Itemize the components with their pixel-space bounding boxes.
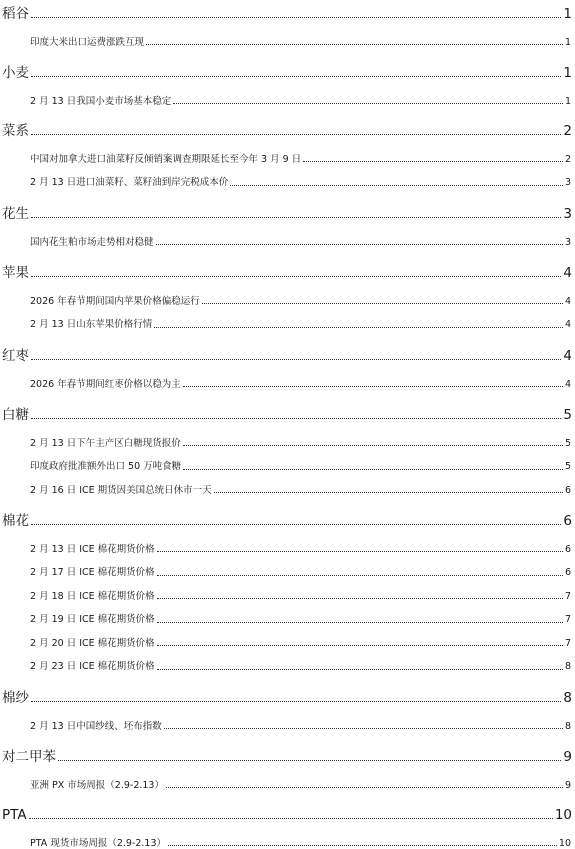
toc-section-title: 棉纱 bbox=[2, 689, 29, 706]
toc-section[interactable] bbox=[2, 804, 572, 822]
toc-entry[interactable] bbox=[30, 635, 571, 648]
toc-entry-title: 中国对加拿大进口油菜籽反倾销案调查期限延长至今年 3 月 9 日 bbox=[30, 153, 302, 165]
dot-leader bbox=[183, 445, 563, 446]
toc-section-title: 苹果 bbox=[2, 264, 29, 281]
toc-entry[interactable] bbox=[30, 718, 571, 731]
toc-entry-title: 印度大米出口运费涨跌互现 bbox=[30, 36, 145, 48]
toc-entry-page: 3 bbox=[564, 236, 571, 248]
toc-entry-title: 印度政府批准额外出口 50 万吨食糖 bbox=[30, 461, 182, 472]
toc-entry-page: 6 bbox=[564, 567, 571, 578]
toc-section[interactable] bbox=[2, 404, 572, 422]
dot-leader bbox=[166, 787, 563, 788]
dot-leader bbox=[157, 551, 563, 552]
toc-section-page: 8 bbox=[563, 689, 572, 706]
toc-section-title: 白糖 bbox=[2, 406, 29, 423]
toc-entry[interactable] bbox=[30, 293, 571, 306]
toc-entry[interactable] bbox=[30, 435, 571, 448]
toc-entry-title: 2 月 13 日山东苹果价格行情 bbox=[30, 319, 153, 330]
toc-entry-page: 1 bbox=[564, 36, 571, 48]
toc-entry-page: 7 bbox=[564, 590, 571, 602]
dot-leader bbox=[31, 217, 561, 218]
toc-entry-page: 4 bbox=[564, 319, 571, 330]
toc-section-page: 6 bbox=[563, 512, 572, 529]
toc-section[interactable] bbox=[2, 687, 572, 705]
dot-leader bbox=[31, 134, 561, 135]
toc-entry-page: 6 bbox=[564, 484, 571, 496]
toc-entry-title: 2 月 18 日 ICE 棉花期货价格 bbox=[30, 590, 155, 602]
toc-entry-title: 2 月 16 日 ICE 期货因美国总统日休市一天 bbox=[30, 484, 212, 496]
toc-entry[interactable] bbox=[30, 835, 571, 848]
dot-leader bbox=[173, 103, 563, 104]
toc-section-title: 对二甲苯 bbox=[2, 748, 56, 765]
toc-entry-title: 国内花生粕市场走势相对稳健 bbox=[30, 236, 154, 248]
toc-entry-title: 2 月 13 日下午主产区白糖现货报价 bbox=[30, 437, 181, 449]
toc-section-page: 1 bbox=[563, 5, 572, 22]
dot-leader bbox=[31, 17, 561, 18]
toc-section-page: 10 bbox=[554, 806, 572, 823]
toc-entry-page: 10 bbox=[558, 837, 571, 849]
toc-entry[interactable] bbox=[30, 612, 571, 625]
toc-entry[interactable] bbox=[30, 234, 571, 247]
toc-entry-title: PTA 现货市场周报（2.9-2.13） bbox=[30, 837, 167, 849]
toc-entry-title: 2 月 17 日 ICE 棉花期货价格 bbox=[30, 567, 155, 578]
toc-entry-page: 1 bbox=[564, 95, 571, 107]
toc-entry-page: 4 bbox=[564, 295, 571, 307]
toc-section-title: 花生 bbox=[2, 205, 29, 222]
toc-section[interactable] bbox=[2, 510, 572, 528]
toc-entry-title: 2 月 13 日中国纱线、坯布指数 bbox=[30, 720, 162, 732]
dot-leader bbox=[31, 701, 561, 702]
dot-leader bbox=[164, 728, 563, 729]
toc-entry[interactable] bbox=[30, 34, 571, 47]
toc-entry[interactable] bbox=[30, 482, 571, 495]
dot-leader bbox=[303, 161, 563, 162]
toc-entry[interactable] bbox=[30, 659, 571, 672]
toc-entry[interactable] bbox=[30, 777, 571, 790]
toc-entry[interactable] bbox=[30, 588, 571, 601]
toc-entry-title: 2 月 13 日我国小麦市场基本稳定 bbox=[30, 95, 172, 107]
toc-section-title: 菜系 bbox=[2, 122, 29, 139]
toc-entry-page: 6 bbox=[564, 543, 571, 555]
toc-entry[interactable] bbox=[30, 565, 571, 578]
toc-entry[interactable] bbox=[30, 459, 571, 472]
dot-leader bbox=[31, 359, 561, 360]
toc-entry-page: 8 bbox=[564, 661, 571, 672]
toc-section[interactable] bbox=[2, 62, 572, 80]
toc-section-page: 1 bbox=[563, 64, 572, 81]
toc-section-page: 4 bbox=[563, 347, 572, 364]
toc-entry[interactable] bbox=[30, 175, 571, 188]
toc-section-title: PTA bbox=[2, 806, 27, 823]
toc-section-title: 红枣 bbox=[2, 347, 29, 364]
toc-entry-page: 8 bbox=[564, 720, 571, 732]
toc-entry[interactable] bbox=[30, 376, 571, 389]
toc-entry[interactable] bbox=[30, 541, 571, 554]
dot-leader bbox=[31, 276, 561, 277]
dot-leader bbox=[156, 244, 563, 245]
toc-section-page: 3 bbox=[563, 205, 572, 222]
dot-leader bbox=[202, 303, 563, 304]
dot-leader bbox=[31, 76, 561, 77]
toc-entry-page: 9 bbox=[564, 779, 571, 791]
toc-entry-page: 5 bbox=[564, 437, 571, 449]
dot-leader bbox=[157, 622, 563, 623]
toc-entry-page: 7 bbox=[564, 637, 571, 649]
toc-section[interactable] bbox=[2, 3, 572, 21]
toc-section[interactable] bbox=[2, 262, 572, 280]
toc-section[interactable] bbox=[2, 120, 572, 138]
dot-leader bbox=[157, 598, 563, 599]
toc-entry-title: 2 月 23 日 ICE 棉花期货价格 bbox=[30, 661, 155, 672]
toc-section-title: 稻谷 bbox=[2, 5, 29, 22]
dot-leader bbox=[31, 418, 561, 419]
dot-leader bbox=[183, 469, 563, 470]
dot-leader bbox=[157, 645, 563, 646]
toc-section[interactable] bbox=[2, 345, 572, 363]
toc-entry[interactable] bbox=[30, 317, 571, 330]
dot-leader bbox=[31, 524, 561, 525]
toc-entry-title: 2 月 13 日 ICE 棉花期货价格 bbox=[30, 543, 155, 555]
dot-leader bbox=[230, 185, 563, 186]
toc-section-page: 9 bbox=[563, 748, 572, 765]
toc-section-page: 2 bbox=[563, 122, 572, 139]
toc-entry-title: 2 月 20 日 ICE 棉花期货价格 bbox=[30, 637, 155, 649]
toc-entry-page: 3 bbox=[564, 177, 571, 188]
toc-entry-title: 2 月 19 日 ICE 棉花期货价格 bbox=[30, 614, 155, 625]
toc-entry-page: 7 bbox=[564, 614, 571, 625]
toc-section-title: 小麦 bbox=[2, 64, 29, 81]
toc-entry-title: 亚洲 PX 市场周报（2.9-2.13） bbox=[30, 779, 164, 791]
toc-section-page: 4 bbox=[563, 264, 572, 281]
toc-entry-title: 2 月 13 日进口油菜籽、菜籽油到岸完税成本价 bbox=[30, 177, 229, 188]
toc-entry[interactable] bbox=[30, 151, 571, 164]
toc-entry[interactable] bbox=[30, 93, 571, 106]
dot-leader bbox=[146, 44, 563, 45]
toc-entry-page: 5 bbox=[564, 461, 571, 472]
toc-entry-title: 2026 年春节期间红枣价格以稳为主 bbox=[30, 378, 181, 390]
dot-leader bbox=[58, 760, 561, 761]
dot-leader bbox=[183, 386, 563, 387]
toc-entry-page: 4 bbox=[564, 378, 571, 390]
dot-leader bbox=[154, 327, 563, 328]
toc-entry-page: 2 bbox=[564, 153, 571, 165]
dot-leader bbox=[214, 492, 563, 493]
toc-section-page: 5 bbox=[563, 406, 572, 423]
dot-leader bbox=[29, 818, 553, 819]
toc-entry-title: 2026 年春节期间国内苹果价格偏稳运行 bbox=[30, 295, 200, 307]
toc-section[interactable] bbox=[2, 203, 572, 221]
dot-leader bbox=[157, 575, 563, 576]
toc-section-title: 棉花 bbox=[2, 512, 29, 529]
dot-leader bbox=[157, 669, 563, 670]
toc-section[interactable] bbox=[2, 746, 572, 764]
